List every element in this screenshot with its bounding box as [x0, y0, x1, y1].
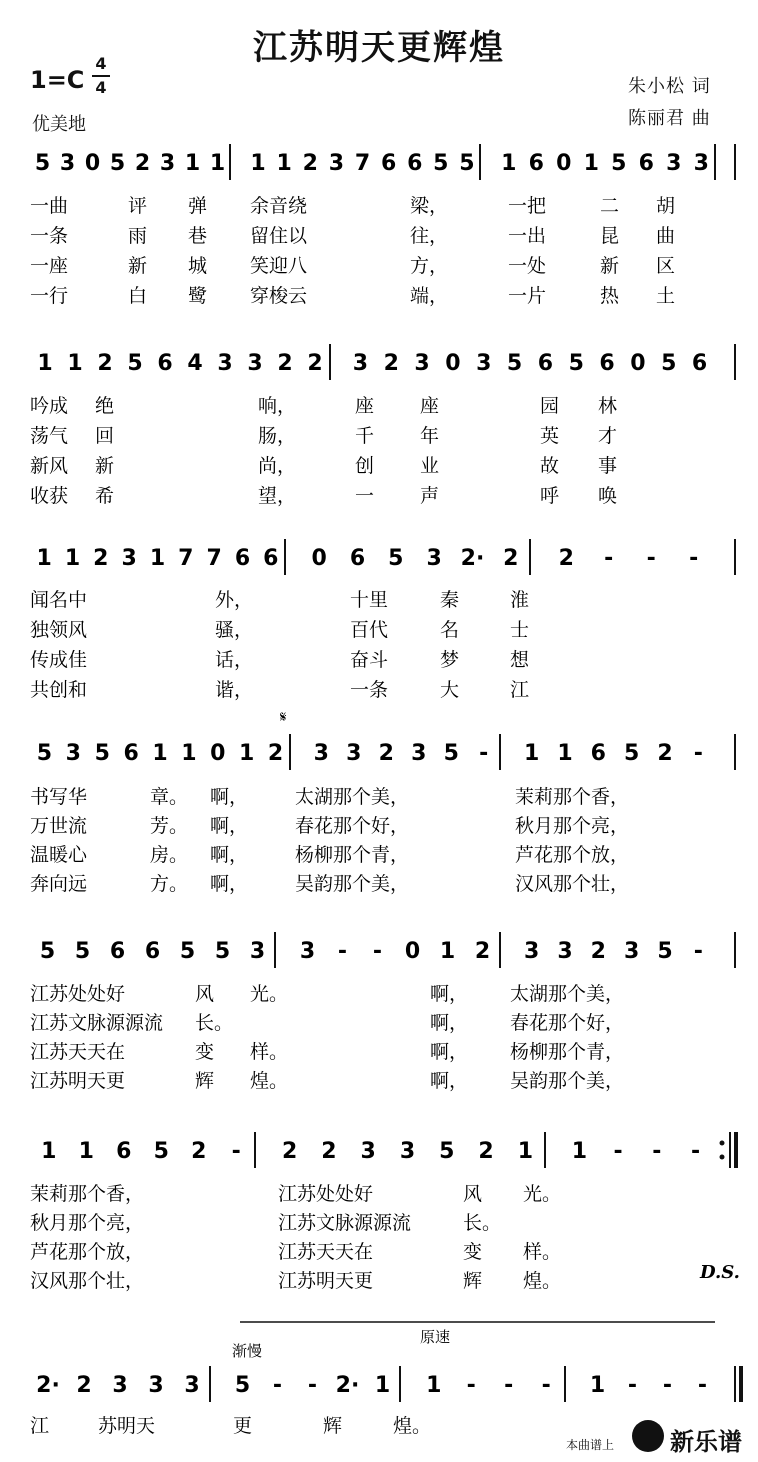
note: 5 [568, 351, 584, 376]
note: 6 [407, 151, 423, 176]
lyric: 啊， [430, 1012, 469, 1034]
note: 6 [380, 151, 397, 176]
note: 3 [414, 351, 430, 376]
logo-disc-icon [632, 1420, 664, 1452]
lyric: 茉莉那个香， [30, 1183, 145, 1205]
note: - [504, 1373, 514, 1398]
lyric: 辉 [195, 1070, 215, 1092]
note: 6 [157, 351, 173, 376]
note: 5 [214, 939, 231, 964]
lyric: 光。 [250, 983, 289, 1005]
note: 2 [76, 1373, 92, 1398]
lyric: 英 [540, 425, 560, 447]
note: 2 [277, 351, 293, 376]
note: 3 [411, 741, 427, 766]
note: 5 [36, 741, 53, 766]
lyric: 更 [233, 1415, 253, 1437]
lyric: 一 [355, 485, 375, 507]
page-title: 江苏明天更辉煌 [253, 28, 505, 68]
lyric: 才 [598, 425, 618, 447]
lyric: 方。 [150, 873, 189, 895]
lyric: 一曲 [30, 195, 69, 217]
lyric: 方， [410, 255, 449, 277]
lyric: 一座 [30, 255, 69, 277]
note: 5 [388, 546, 404, 571]
note: 2 [307, 351, 323, 376]
note: 2 [378, 741, 394, 766]
note: - [479, 741, 489, 766]
lyric: 江苏文脉源源流 [30, 1012, 164, 1034]
lyric: 春花那个好， [510, 1012, 625, 1034]
lyric: 回 [95, 425, 115, 447]
note: - [627, 1373, 638, 1398]
lyric: 新 [600, 255, 620, 277]
note: 5 [439, 1139, 455, 1164]
lyric: 煌。 [250, 1070, 289, 1092]
note: 2 [657, 741, 673, 766]
note: 6 [528, 151, 544, 176]
lyric: 骚， [215, 619, 254, 641]
note: - [691, 1139, 701, 1164]
lyric: 希 [95, 485, 115, 507]
note: - [689, 546, 699, 571]
lyric: 胡 [656, 195, 676, 217]
composer-credit: 陈丽君 曲 [628, 108, 711, 129]
lyric: 白 [128, 285, 148, 307]
note: 3 [624, 939, 640, 964]
lyric: 江苏明天更 [278, 1270, 374, 1292]
note: 6 [599, 351, 615, 376]
ds-marking: D.S. [700, 1262, 740, 1283]
note: 6 [144, 939, 161, 964]
note: 0 [556, 151, 572, 176]
note: - [662, 1373, 673, 1398]
lyric: 唤 [598, 485, 618, 507]
note: 2 [191, 1139, 207, 1164]
lyric: 往， [410, 225, 449, 247]
lyric: 啊， [210, 873, 249, 895]
lyric: 千 [355, 425, 375, 447]
note: - [652, 1139, 662, 1164]
lyric: 一处 [508, 255, 547, 277]
note: 3 [217, 351, 233, 376]
note: 5 [234, 1373, 251, 1398]
lyric: 园 [540, 395, 560, 417]
note: - [697, 1373, 708, 1398]
note: - [646, 546, 656, 571]
note: 3 [426, 546, 442, 571]
lyric: 梁， [410, 195, 449, 217]
lyric: 江苏文脉源源流 [278, 1212, 412, 1234]
note: 2 [281, 1139, 298, 1164]
lyric: 曲 [656, 225, 676, 247]
note: 3 [148, 1373, 164, 1398]
note: 3 [360, 1139, 376, 1164]
note: 6 [349, 546, 366, 571]
note: 5 [74, 939, 91, 964]
note: - [613, 1139, 623, 1164]
lyric: 江苏处处好 [30, 983, 126, 1005]
note: 0 [445, 351, 461, 376]
note: 2 [97, 351, 113, 376]
note: 2· [36, 1373, 60, 1398]
lyric: 大 [440, 679, 460, 701]
lyric: 春花那个好， [295, 815, 410, 837]
lyric: 座 [355, 395, 375, 417]
lyric: 事 [598, 455, 618, 477]
lyric: 杨柳那个青， [510, 1041, 625, 1063]
lyric: 二 [600, 195, 620, 217]
note: 3 [313, 741, 329, 766]
lyric: 座 [420, 395, 440, 417]
note: 3 [693, 151, 709, 176]
segno-icon: 𝄋 [280, 708, 287, 726]
lyric: 一行 [30, 285, 69, 307]
note: 3 [352, 351, 369, 376]
note: 7 [206, 546, 222, 571]
lyric: 江苏天天在 [278, 1241, 374, 1263]
note: 5 [443, 741, 459, 766]
lyric: 茉莉那个香， [515, 786, 630, 808]
lyric: 肠， [258, 425, 297, 447]
note: 1 [557, 741, 573, 766]
note: 5 [611, 151, 627, 176]
note: 5 [459, 151, 475, 176]
note: 3 [557, 939, 573, 964]
note: 6 [234, 546, 251, 571]
note: 1 [374, 1373, 391, 1398]
lyric: 房。 [150, 844, 189, 866]
lyric: 长。 [463, 1212, 502, 1234]
lyric: 一片 [508, 285, 547, 307]
lyric: 土 [656, 285, 676, 307]
note: 1 [64, 546, 81, 571]
lyric: 一出 [508, 225, 547, 247]
note: 3 [524, 939, 540, 964]
lyric: 芳。 [150, 815, 189, 837]
lyric: 秋月那个亮， [30, 1212, 145, 1234]
lyric: 啊， [210, 815, 249, 837]
lyric: 万世流 [30, 815, 88, 837]
note: 1 [501, 151, 517, 176]
lyric: 新 [128, 255, 148, 277]
note: 5 [39, 939, 56, 964]
note: 1 [184, 151, 201, 176]
lyric: 江苏天天在 [30, 1041, 126, 1063]
lyric: 尚， [258, 455, 297, 477]
lyric: 荡气 [30, 425, 69, 447]
lyric: 余音绕 [250, 195, 308, 217]
a-tempo-marking: 原速 [420, 1328, 451, 1346]
lyric: 煌。 [393, 1415, 432, 1437]
note: 5 [127, 351, 143, 376]
repeat-dot [720, 1141, 725, 1146]
lyric: 变 [195, 1041, 215, 1063]
lyric: 共创和 [30, 679, 88, 701]
lyric: 风 [195, 983, 215, 1005]
lyric: 芦花那个放， [515, 844, 630, 866]
note: 7 [178, 546, 194, 571]
lyric: 巷 [188, 225, 208, 247]
lyric: 江苏明天更 [30, 1070, 126, 1092]
note: 0 [84, 151, 101, 176]
lyric: 奔向远 [30, 873, 88, 895]
lyric: 响， [258, 395, 297, 417]
note: 5 [624, 741, 640, 766]
note: 2 [474, 939, 491, 964]
note: 1 [276, 151, 292, 176]
note: 6 [109, 939, 126, 964]
note: - [466, 1373, 476, 1398]
lyric: 长。 [195, 1012, 234, 1034]
note: - [272, 1373, 283, 1398]
lyric: 样。 [523, 1241, 562, 1263]
lyric: 梦 [440, 649, 460, 671]
note: 4 [187, 351, 203, 376]
lyric: 芦花那个放， [30, 1241, 145, 1263]
lyric: 江 [510, 679, 530, 701]
note: 6 [116, 1139, 132, 1164]
note: 2 [93, 546, 109, 571]
footer-caption: 本曲谱上 [566, 1438, 615, 1452]
note: 5 [153, 1139, 169, 1164]
lyric: 想 [510, 649, 530, 671]
note: 1 [78, 1139, 94, 1164]
lyric: 士 [510, 619, 530, 641]
note: 3 [121, 546, 137, 571]
note: 5 [94, 741, 110, 766]
note: - [307, 1373, 318, 1398]
note: 1 [583, 151, 599, 176]
lyric: 闻名中 [30, 589, 88, 611]
note: 1 [36, 546, 52, 571]
note: - [231, 1139, 241, 1164]
note: 1 [426, 1373, 442, 1398]
note: 3 [476, 351, 492, 376]
lyric: 望， [258, 485, 297, 507]
note: 7 [354, 151, 371, 176]
note: 1 [571, 1139, 588, 1164]
note: 5 [433, 151, 449, 176]
time-signature-bottom: 4 [95, 78, 107, 97]
lyric: 绝 [95, 395, 115, 417]
note: 1 [149, 546, 166, 571]
lyric: 新风 [30, 455, 69, 477]
rit-marking: 渐慢 [232, 1342, 263, 1360]
note: 3 [112, 1373, 128, 1398]
note: 2 [302, 151, 318, 176]
lyric: 煌。 [523, 1270, 562, 1292]
note: 2 [558, 546, 574, 571]
note: 2 [478, 1139, 494, 1164]
note: 1 [67, 351, 83, 376]
lyric: 传成佳 [30, 649, 88, 671]
lyric: 啊， [430, 983, 469, 1005]
note: 2 [267, 741, 284, 766]
lyric: 雨 [128, 225, 148, 247]
lyric: 鹭 [188, 285, 208, 307]
lyric: 一条 [350, 679, 389, 701]
lyric: 吴韵那个美， [295, 873, 410, 895]
note: 5 [661, 351, 677, 376]
note: 2 [134, 151, 151, 176]
lyric: 话， [215, 649, 254, 671]
note: 3 [666, 151, 682, 176]
lyric: 区 [656, 255, 676, 277]
note: 5 [506, 351, 523, 376]
note: 3 [59, 151, 76, 176]
note: - [541, 1373, 551, 1398]
note: 1 [517, 1139, 534, 1164]
time-signature-top: 4 [95, 54, 107, 73]
lyric: 啊， [430, 1070, 469, 1092]
note: 0 [311, 546, 327, 571]
note: 3 [399, 1139, 416, 1164]
lyric: 谐， [215, 679, 254, 701]
note: 6 [638, 151, 654, 176]
note: 1 [439, 939, 456, 964]
tempo-marking: 优美地 [32, 114, 86, 135]
note: 1 [239, 741, 255, 766]
lyric: 秦 [440, 589, 460, 611]
lyric: 独领风 [30, 619, 88, 641]
note: - [693, 741, 703, 766]
note: 0 [210, 741, 226, 766]
note: 5 [34, 151, 51, 176]
lyric: 江 [30, 1415, 50, 1437]
lyric: 新 [95, 455, 115, 477]
note: 0 [404, 939, 421, 964]
note: - [693, 939, 703, 964]
lyric: 十里 [350, 589, 389, 611]
lyric: 外， [215, 589, 254, 611]
note: 5 [179, 939, 196, 964]
note: 5 [657, 939, 673, 964]
lyric: 啊， [210, 786, 249, 808]
note: 1 [152, 741, 168, 766]
lyric: 百代 [350, 619, 389, 641]
note: 2 [383, 351, 399, 376]
note: - [372, 939, 383, 964]
lyric: 呼 [540, 485, 560, 507]
lyric: 啊， [430, 1041, 469, 1063]
repeat-dot [720, 1155, 725, 1160]
note: - [604, 546, 614, 571]
lyric: 业 [420, 455, 440, 477]
note: 3 [159, 151, 176, 176]
note: 3 [65, 741, 81, 766]
note: 2 [321, 1139, 337, 1164]
note: 3 [247, 351, 263, 376]
lyric: 吟成 [30, 395, 69, 417]
lyric: 辉 [463, 1270, 483, 1292]
lyric: 创 [355, 455, 375, 477]
note: 6 [590, 741, 606, 766]
lyric: 秋月那个亮， [515, 815, 630, 837]
key-signature: 1=C [30, 66, 85, 94]
note: 6 [123, 741, 139, 766]
lyric: 样。 [250, 1041, 289, 1063]
lyric: 一条 [30, 225, 69, 247]
lyric: 书写华 [30, 786, 88, 808]
lyric: 声 [420, 485, 440, 507]
note: 1 [524, 741, 540, 766]
lyric: 啊， [210, 844, 249, 866]
lyric: 一把 [508, 195, 547, 217]
note: 6 [263, 546, 279, 571]
lyric: 太湖那个美， [295, 786, 410, 808]
lyricist-credit: 朱小松 词 [628, 76, 711, 97]
logo-text: 新乐谱 [670, 1428, 742, 1456]
note: 1 [37, 351, 53, 376]
note: 2· [335, 1373, 360, 1398]
lyric: 弹 [188, 195, 208, 217]
lyric: 端， [410, 285, 449, 307]
lyric: 年 [420, 425, 440, 447]
note: 1 [181, 741, 197, 766]
lyric: 收获 [30, 485, 69, 507]
lyric: 热 [600, 285, 620, 307]
lyric: 汉风那个壮， [30, 1270, 145, 1292]
lyric: 风 [463, 1183, 483, 1205]
lyric: 光。 [523, 1183, 562, 1205]
lyric: 穿梭云 [250, 285, 308, 307]
lyric: 章。 [150, 786, 189, 808]
lyric: 淮 [510, 589, 530, 611]
note: 2 [590, 939, 606, 964]
lyric: 温暖心 [30, 844, 88, 866]
lyric: 奋斗 [350, 649, 389, 671]
note: 3 [346, 741, 362, 766]
note: 1 [589, 1373, 606, 1398]
lyric: 太湖那个美， [510, 983, 625, 1005]
lyric: 江苏处处好 [278, 1183, 374, 1205]
lyric: 吴韵那个美， [510, 1070, 625, 1092]
lyric: 留住以 [250, 225, 308, 247]
lyric: 名 [440, 619, 460, 641]
lyric: 评 [128, 195, 148, 217]
note: 1 [209, 151, 226, 176]
note: 3 [299, 939, 316, 964]
note: 2 [503, 546, 519, 571]
note: 3 [249, 939, 266, 964]
lyric: 辉 [323, 1415, 343, 1437]
lyric: 林 [598, 395, 618, 417]
lyric: 故 [540, 455, 560, 477]
note: 2· [460, 546, 485, 571]
note: 5 [109, 151, 126, 176]
lyric: 杨柳那个青， [295, 844, 410, 866]
lyric: 变 [463, 1241, 483, 1263]
lyric: 笑迎八 [250, 255, 308, 277]
note: 3 [328, 151, 345, 176]
note: 3 [184, 1373, 200, 1398]
note: 1 [41, 1139, 57, 1164]
note: 1 [250, 151, 266, 176]
note: 6 [537, 351, 554, 376]
lyric: 城 [188, 255, 208, 277]
note: 0 [630, 351, 646, 376]
lyric: 苏明天 [98, 1415, 156, 1437]
note: - [337, 939, 348, 964]
note: 6 [691, 351, 708, 376]
lyric: 昆 [600, 225, 620, 247]
lyric: 汉风那个壮， [515, 873, 630, 895]
